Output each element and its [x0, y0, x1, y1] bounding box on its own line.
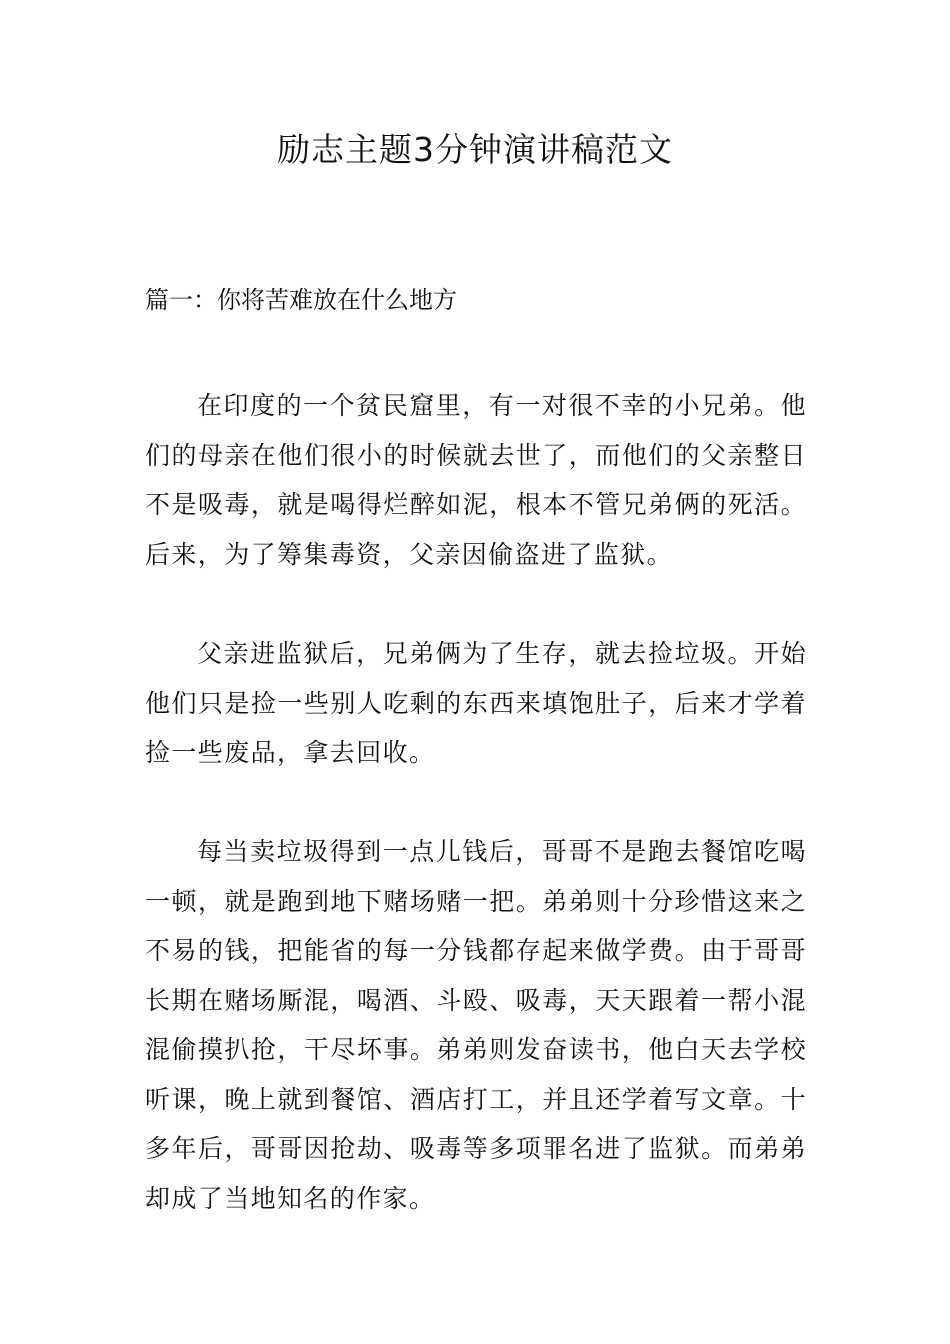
section-heading: 篇一：你将苦难放在什么地方 — [145, 286, 457, 314]
paragraph-1: 在印度的一个贫民窟里，有一对很不幸的小兄弟。他们的母亲在他们很小的时候就去世了，而他们的父亲整日不是吸毒，就是喝得烂醉如泥，根本不管兄弟俩的死活。后来，为了筹集毒资，父亲因偷盗进了监狱。 — [145, 391, 807, 569]
paragraph-3: 每当卖垃圾得到一点儿钱后，哥哥不是跑去餐馆吃喝一顿，就是跑到地下赌场赌一把。弟弟则十分珍惜这来之不易的钱，把能省的每一分钱都存起来做学费。由于哥哥长期在赌场厮混，喝酒、斗殴、吸毒，天天跟着一帮小混混偷摸扒抢，干尽坏事。弟弟则发奋读书，他白天去学校听课，晚上就到餐馆、酒店打工，并且还学着写文章。十多年后，哥哥因抢劫、吸毒等多项罪名进了监狱。而弟弟却成了当地知名的作家。 — [145, 837, 807, 1213]
paragraph-2: 父亲进监狱后，兄弟俩为了生存，就去捡垃圾。开始他们只是捡一些别人吃剩的东西来填饱肚子，后来才学着捡一些废品，拿去回收。 — [145, 639, 807, 767]
document-title: 励志主题3分钟演讲稿范文 — [277, 130, 673, 169]
